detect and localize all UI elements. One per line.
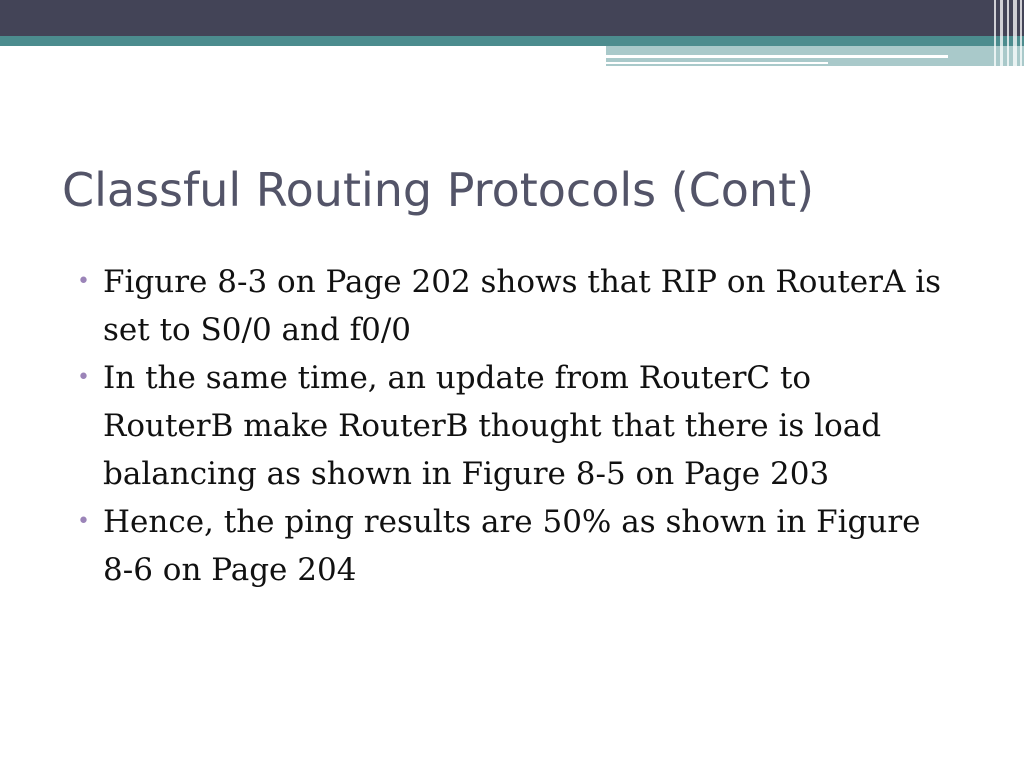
bullet-text: Figure 8-3 on Page 202 shows that RIP on RouterA is set to S0/0 and f0/0 xyxy=(103,264,942,348)
bullet-text: Hence, the ping results are 50% as shown in Figure 8-6 on Page 204 xyxy=(103,504,921,588)
bullet-marker: • xyxy=(77,269,90,294)
bullet-text: In the same time, an update from RouterC to RouterB make RouterB thought that there is load balancing as shown in Figure 8-5 on Page 203 xyxy=(103,360,882,492)
header-band-dark xyxy=(0,0,1024,36)
bullet-marker: • xyxy=(77,509,90,534)
bullet-list xyxy=(72,258,942,594)
header-stripes xyxy=(990,0,1024,68)
slide-title: Classful Routing Protocols (Cont) xyxy=(62,163,815,217)
header-accent-line xyxy=(606,55,948,58)
bullet-item xyxy=(72,258,942,354)
header-band-teal xyxy=(0,36,1024,46)
bullet-item xyxy=(72,354,942,498)
bullet-item xyxy=(72,498,942,594)
bullet-marker: • xyxy=(77,365,90,390)
header-accent-line xyxy=(606,62,828,64)
